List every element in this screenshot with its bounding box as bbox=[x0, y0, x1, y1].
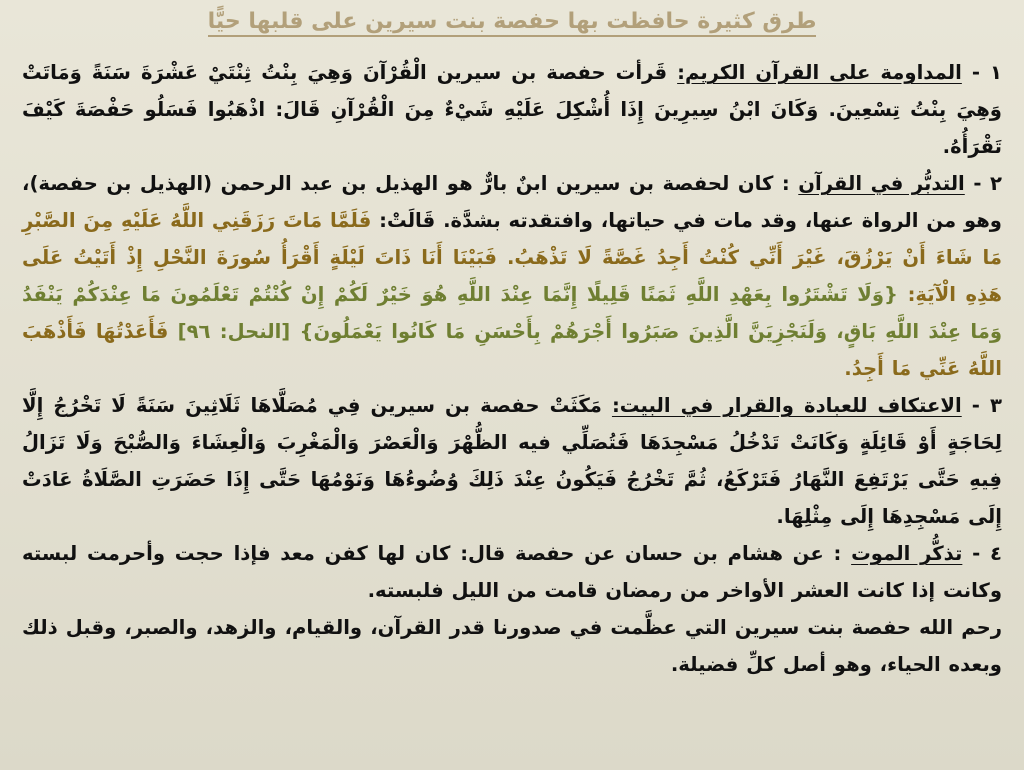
section-1 bbox=[22, 54, 1002, 165]
section-2-heading: التدبُّر في القرآن bbox=[798, 172, 965, 195]
section-4-number: ٤ - bbox=[972, 542, 1003, 565]
section-2-quote-end: فَأَعَدْتُهَا فَأَذْهَبَ اللَّهُ عَنِّي مَا أَجِدُ. bbox=[22, 320, 1002, 380]
section-3-number: ٣ - bbox=[971, 394, 1002, 417]
section-4-text: : عن هشام بن حسان عن حفصة قال: كان لها كفن معد فإذا حجت وأحرمت لبسته وكانت إذا كانت العشر الأواخر من رمضان قامت من الليل فلبسته. bbox=[22, 542, 1002, 602]
title-text: طرق كثيرة حافظت بها حفصة بنت سيرين على قلبها حيًّا bbox=[208, 9, 817, 37]
section-4 bbox=[22, 535, 1002, 609]
document-title bbox=[22, 4, 1002, 40]
section-1-number: ١ - bbox=[971, 61, 1002, 84]
section-2 bbox=[22, 165, 1002, 387]
section-1-text: قَرأت حفصة بن سيرين الْقُرْآنَ وَهِيَ بِنْتُ ثِنْتَيْ عَشْرَةَ سَنَةً وَمَاتَتْ وَهِيَ بِنْتُ تِسْعِينَ. وَكَانَ ابْنُ سِيرِينَ إِذَا أُشْكِلَ عَلَيْهِ شَيْءٌ مِنَ الْقُرْآنِ قَالَ: اذْهَبُوا فَسَلُو حَفْصَةَ كَيْفَ تَقْرَأُهُ. bbox=[22, 61, 1002, 158]
section-3-text: مَكَثَتْ حفصة بن سيرين فِي مُصَلَّاهَا ثَلَاثِينَ سَنَةً لَا تَخْرُجُ إِلَّا لِحَاجَةٍ أَوْ قَائِلَةٍ وَكَانَتْ تَدْخُلُ مَسْجِدَهَا فَتُصَلِّي فيه الظُّهْرَ وَالْعَصْرَ وَالْمَغْرِبَ وَالْعِشَاءَ وَالصُّبْحَ وَلَا تَزَالُ فِيهِ حَتَّى يَرْتَفِعَ النَّهَارُ فَتَرْكَعُ، ثُمَّ تَخْرُجُ فَيَكُونُ عِنْدَ ذَلِكَ وُضُوءُهَا وَنَوْمُهَا حَتَّى إِذَا حَضَرَتِ الصَّلَاةُ عَادَتْ إِلَى مَسْجِدِهَا إِلَى مِثْلِهَا. bbox=[22, 394, 1002, 528]
section-2-ayah: {وَلَا تَشْتَرُوا بِعَهْدِ اللَّهِ ثَمَنًا قَلِيلًا إِنَّمَا عِنْدَ اللَّهِ هُوَ خَيْرٌ لَكُمْ إِنْ كُنْتُمْ تَعْلَمُونَ مَا عِنْدَكُمْ يَنْفَدُ وَمَا عِنْدَ اللَّهِ بَاقٍ، وَلَنَجْزِيَنَّ الَّذِينَ صَبَرُوا أَجْرَهُمْ بِأَحْسَنِ مَا كَانُوا يَعْمَلُونَ} [النحل: ٩٦] bbox=[22, 283, 1003, 343]
section-2-number: ٢ - bbox=[973, 172, 1002, 195]
section-2-quote: فَلَمَّا مَاتَ رَزَقَنِي اللَّهُ عَلَيْهِ مِنَ الصَّبْرِ مَا شَاءَ أَنْ يَرْزُقَ، غَيْرَ أَنِّي كُنْتُ أَجِدُ غَصَّةً لَا تَذْهَبُ. فَبَيْنَا أَنَا ذَاتَ لَيْلَةٍ أَقْرَأُ سُورَةَ النَّحْلِ إِذْ أَتَيْتُ عَلَى هَذِهِ الْآيَةِ: bbox=[22, 209, 1002, 306]
section-1-heading: المداومة على القرآن الكريم: bbox=[677, 61, 962, 84]
section-3-heading: الاعتكاف للعبادة والقرار في البيت: bbox=[611, 394, 962, 417]
section-2-text: : كان لحفصة بن سيرين ابنٌ بارٌّ هو الهذيل بن عبد الرحمن (الهذيل بن حفصة)، وهو من الرواة عنها، وقد مات في حياتها، وافتقدته بشدَّة. قَالَتْ: bbox=[22, 172, 1002, 232]
closing-paragraph: رحم الله حفصة بنت سيرين التي عظَّمت في صدورنا قدر القرآن، والقيام، والزهد، والصبر، وقبل ذلك وبعده الحياء، وهو أصل كلِّ فضيلة. bbox=[22, 616, 1002, 676]
section-4-heading: تذكُّر الموت bbox=[851, 542, 963, 565]
document-page bbox=[22, 0, 1002, 770]
section-3 bbox=[22, 387, 1002, 535]
